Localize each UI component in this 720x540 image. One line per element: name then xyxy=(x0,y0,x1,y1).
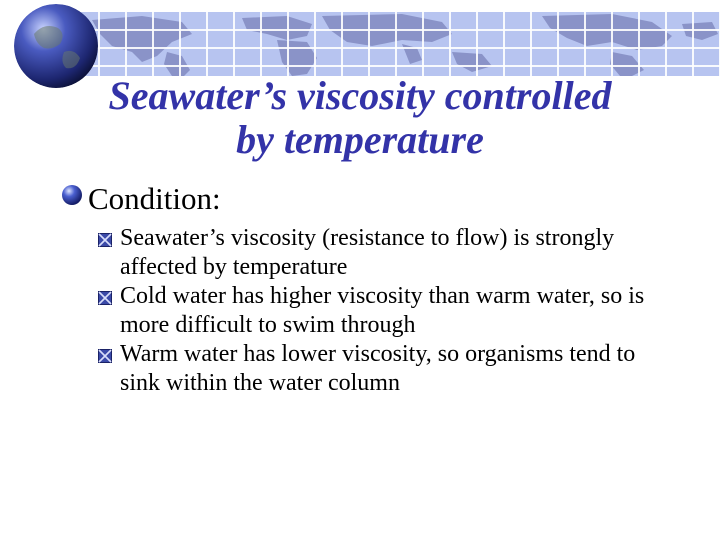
sub-bullet-list xyxy=(98,224,702,398)
sphere-bullet-icon xyxy=(62,185,82,205)
sub-bullet-text: Cold water has higher viscosity than warm water, so is more difficult to swim through xyxy=(120,283,645,338)
main-bullet-item xyxy=(62,180,702,218)
checkbox-bullet-icon xyxy=(98,233,112,247)
sub-bullet-item xyxy=(98,224,702,282)
sub-bullet-text: Seawater’s viscosity (resistance to flow) is strongly affected by temperature xyxy=(120,225,615,280)
slide-title-line-2: by temperature xyxy=(236,117,484,162)
slide-title xyxy=(40,74,680,162)
checkbox-bullet-icon xyxy=(98,291,112,305)
checkbox-bullet-icon xyxy=(98,349,112,363)
sub-bullet-item xyxy=(98,282,702,340)
sub-bullet-item xyxy=(98,340,702,398)
slide-title-line-1: Seawater’s viscosity controlled xyxy=(108,73,612,118)
world-map-banner xyxy=(72,12,720,76)
main-bullet-text: Condition: xyxy=(88,181,221,216)
sub-bullet-text: Warm water has lower viscosity, so organisms tend to sink within the water column xyxy=(120,341,636,396)
slide-content xyxy=(62,180,702,398)
